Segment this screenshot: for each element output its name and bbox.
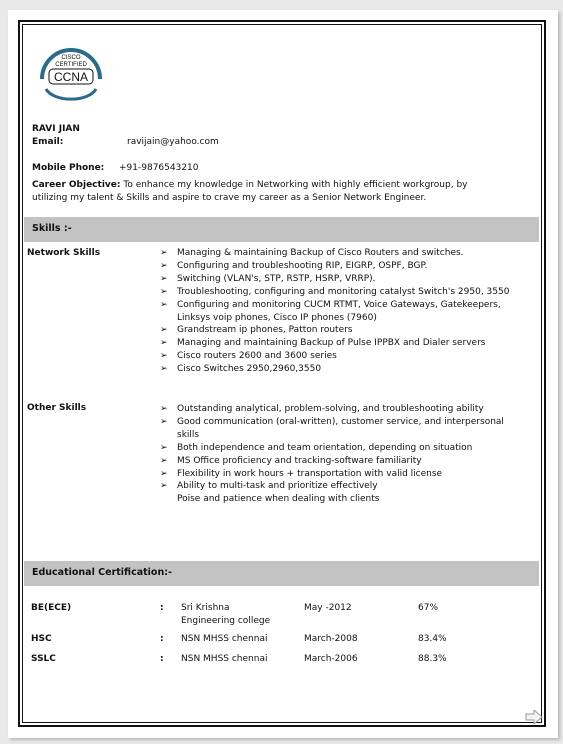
skills-heading: Skills :- bbox=[32, 223, 72, 234]
network_skills-item-continuation: Linksys voip phones, Cisco IP phones (7960) bbox=[177, 312, 377, 323]
mobile-label: Mobile Phone: bbox=[32, 163, 105, 173]
network_skills-item-text: Switching (VLAN's, STP, RSTP, HSRP, VRRP). bbox=[177, 273, 376, 284]
objective-text-2: utilizing my talent & Skills and aspire to crave my career as a Senior Network Engineer. bbox=[32, 193, 427, 203]
education-institute-line2: Engineering college bbox=[181, 616, 271, 626]
network_skills-item bbox=[160, 247, 530, 260]
bullet-arrow-icon: ➢ bbox=[160, 416, 168, 427]
education-institute: NSN MHSS chennai bbox=[181, 654, 268, 664]
bullet-arrow-icon: ➢ bbox=[160, 455, 168, 466]
bullet-arrow-icon: ➢ bbox=[160, 299, 168, 310]
bullet-arrow-icon: ➢ bbox=[160, 273, 168, 284]
network_skills-item bbox=[160, 260, 530, 273]
network_skills-item bbox=[160, 324, 530, 337]
education-score: 88.3% bbox=[418, 654, 447, 664]
network_skills-item-text: Troubleshooting, configuring and monitoring catalyst Switch's 2950, 3550 bbox=[177, 286, 510, 297]
other_skills-item-text: Outstanding analytical, problem-solving, and troubleshooting ability bbox=[177, 404, 484, 414]
network-skills-list bbox=[160, 247, 530, 376]
education-section-header bbox=[24, 561, 539, 586]
other_skills-item bbox=[160, 403, 530, 416]
education-degree: SSLC bbox=[31, 654, 56, 664]
education-heading: Educational Certification:- bbox=[32, 567, 172, 578]
network_skills-item bbox=[160, 337, 530, 350]
education-date: March-2006 bbox=[304, 654, 358, 664]
network-skills-label: Network Skills bbox=[27, 248, 101, 258]
network_skills-item-text: Cisco routers 2600 and 3600 series bbox=[177, 351, 337, 362]
network_skills-item-text: Configuring and monitoring CUCM RTMT, Voice Gateways, Gatekeepers, bbox=[177, 299, 501, 310]
other-skills-list bbox=[160, 403, 530, 506]
mobile-value: +91-9876543210 bbox=[119, 163, 199, 173]
education-date: March-2008 bbox=[304, 634, 358, 644]
bullet-arrow-icon: ➢ bbox=[160, 248, 168, 258]
other_skills-item-text: MS Office proficiency and tracking-software familiarity bbox=[177, 455, 422, 466]
other_skills-item bbox=[160, 455, 530, 468]
resume-page bbox=[8, 10, 558, 738]
svg-text:CISCO: CISCO bbox=[61, 55, 81, 61]
bullet-arrow-icon: ➢ bbox=[160, 260, 168, 271]
network_skills-item-text: Configuring and troubleshooting RIP, EIGRP, OSPF, BGP. bbox=[177, 260, 428, 271]
bullet-arrow-icon: ➢ bbox=[160, 442, 168, 453]
other_skills-item-text: Both independence and team orientation, depending on situation bbox=[177, 442, 473, 453]
network_skills-item-text: Grandstream ip phones, Patton routers bbox=[177, 325, 353, 336]
next-page-arrow-icon[interactable] bbox=[525, 710, 543, 724]
network_skills-item-text: Managing & maintaining Backup of Cisco Routers and switches. bbox=[177, 248, 464, 258]
education-date: May -2012 bbox=[304, 603, 352, 613]
bullet-arrow-icon: ➢ bbox=[160, 325, 168, 336]
education-degree: BE(ECE) bbox=[31, 603, 72, 613]
other-skills-label: Other Skills bbox=[27, 403, 87, 413]
objective-text-1: To enhance my knowledge in Networking with highly efficient workgroup, by bbox=[123, 180, 468, 190]
other_skills-item-continuation: Poise and patience when dealing with clients bbox=[177, 494, 380, 505]
other_skills-item bbox=[160, 416, 530, 442]
other_skills-item bbox=[160, 480, 530, 506]
skills-section-header bbox=[24, 217, 539, 242]
education-score: 83.4% bbox=[418, 634, 447, 644]
ccna-logo bbox=[36, 45, 106, 105]
bullet-arrow-icon: ➢ bbox=[160, 364, 168, 375]
other_skills-item-text: Good communication (oral-written), customer service, and interpersonal bbox=[177, 416, 504, 427]
education-institute: Sri Krishna bbox=[181, 603, 230, 613]
network_skills-item bbox=[160, 363, 530, 376]
education-score: 67% bbox=[418, 603, 439, 613]
email-value: ravijain@yahoo.com bbox=[127, 137, 219, 147]
bullet-arrow-icon: ➢ bbox=[160, 338, 168, 349]
network_skills-item bbox=[160, 299, 530, 325]
objective-label: Career Objective: bbox=[32, 180, 121, 190]
svg-text:CERTIFIED: CERTIFIED bbox=[55, 62, 87, 68]
network_skills-item bbox=[160, 286, 530, 299]
education-sep: : bbox=[160, 654, 164, 664]
bullet-arrow-icon: ➢ bbox=[160, 351, 168, 362]
bullet-arrow-icon: ➢ bbox=[160, 481, 168, 492]
network_skills-item-text: Cisco Switches 2950,2960,3550 bbox=[177, 364, 322, 375]
network_skills-item bbox=[160, 273, 530, 286]
other_skills-item-text: Ability to multi-task and prioritize effectively bbox=[177, 481, 378, 492]
other_skills-item-text: Flexibility in work hours + transportation with valid license bbox=[177, 468, 443, 479]
svg-text:CCNA: CCNA bbox=[53, 70, 89, 84]
other_skills-item bbox=[160, 442, 530, 455]
other_skills-item-continuation: skills bbox=[177, 429, 200, 440]
other_skills-item bbox=[160, 468, 530, 481]
education-degree: HSC bbox=[31, 634, 52, 644]
bullet-arrow-icon: ➢ bbox=[160, 404, 168, 414]
candidate-name: RAVI JIAN bbox=[32, 124, 80, 134]
bullet-arrow-icon: ➢ bbox=[160, 468, 168, 479]
education-institute: NSN MHSS chennai bbox=[181, 634, 268, 644]
bullet-arrow-icon: ➢ bbox=[160, 286, 168, 297]
email-label: Email: bbox=[32, 137, 64, 147]
network_skills-item-text: Managing and maintaining Backup of Pulse IPPBX and Dialer servers bbox=[177, 338, 486, 349]
education-sep: : bbox=[160, 603, 164, 613]
network_skills-item bbox=[160, 350, 530, 363]
education-sep: : bbox=[160, 634, 164, 644]
career-objective bbox=[32, 179, 468, 191]
